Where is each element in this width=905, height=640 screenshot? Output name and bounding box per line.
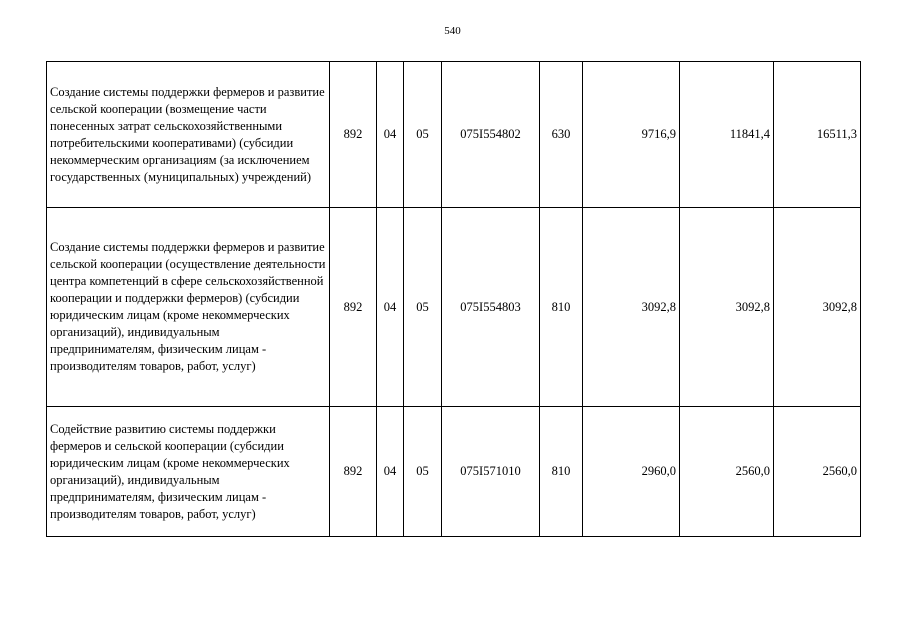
table-row [47, 407, 861, 537]
target-article-code: 075I554803 [442, 208, 540, 407]
amount-year-3: 2560,0 [774, 407, 861, 537]
amount-year-1: 9716,9 [583, 62, 680, 208]
subsection-code: 05 [404, 208, 442, 407]
budget-table [46, 61, 861, 537]
amount-year-1: 2960,0 [583, 407, 680, 537]
subsection-code: 05 [404, 62, 442, 208]
expense-type-code: 810 [540, 208, 583, 407]
row-description: Содействие развитию системы поддержки фермеров и сельской кооперации (субсидии юридическим лицам (кроме некоммерческих организаций), индивидуальным предпринимателям, физическим лицам - производителям товаров, работ, услуг) [47, 407, 330, 537]
amount-year-2: 2560,0 [680, 407, 774, 537]
ministry-code: 892 [330, 62, 377, 208]
amount-year-2: 11841,4 [680, 62, 774, 208]
amount-year-1: 3092,8 [583, 208, 680, 407]
section-code: 04 [377, 208, 404, 407]
target-article-code: 075I571010 [442, 407, 540, 537]
expense-type-code: 810 [540, 407, 583, 537]
ministry-code: 892 [330, 407, 377, 537]
table-row [47, 208, 861, 407]
amount-year-3: 16511,3 [774, 62, 861, 208]
amount-year-2: 3092,8 [680, 208, 774, 407]
ministry-code: 892 [330, 208, 377, 407]
subsection-code: 05 [404, 407, 442, 537]
expense-type-code: 630 [540, 62, 583, 208]
amount-year-3: 3092,8 [774, 208, 861, 407]
row-description: Создание системы поддержки фермеров и развитие сельской кооперации (осуществление деятельности центра компетенций в сфере сельскохозяйственной кооперации и поддержки фермеров) (субсидии юридическим лицам (кроме некоммерческих организаций), индивидуальным предпринимателям, физическим лицам - производителям товаров, работ, услуг) [47, 208, 330, 407]
page-number: 540 [444, 25, 461, 37]
section-code: 04 [377, 407, 404, 537]
row-description: Создание системы поддержки фермеров и развитие сельской кооперации (возмещение части понесенных затрат сельскохозяйственными потребительскими кооперативами) (субсидии некоммерческим организациям (за исключением государственных (муниципальных) учреждений) [47, 62, 330, 208]
target-article-code: 075I554802 [442, 62, 540, 208]
section-code: 04 [377, 62, 404, 208]
table-row [47, 62, 861, 208]
